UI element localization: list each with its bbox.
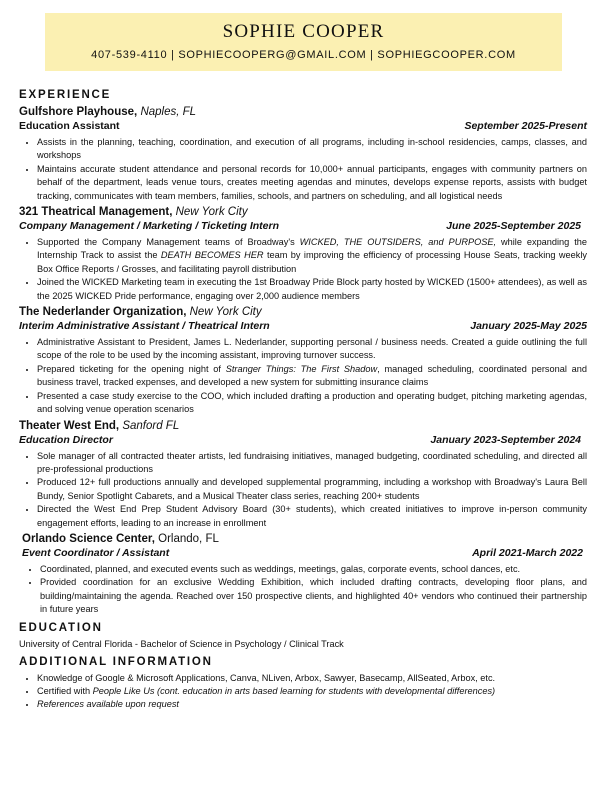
company-location: New York City bbox=[189, 306, 262, 319]
list-item: • Presented a case study exercise to the COO, which included drafting a production and operating budget, pitching marketing agendas, and solving venue operation scenarios bbox=[37, 390, 587, 417]
job-entry bbox=[19, 305, 587, 416]
job-dates: June 2025-September 2025 bbox=[446, 220, 581, 233]
list-item: • Provided coordination for an exclusive Wedding Exhibition, which included drafting contracts, developing floor plans, and building/maintaining the agenda. Reached over 150 prospective clients, and highlighted 40+ vendors who continued their partnership in future years bbox=[40, 576, 587, 616]
job-dates: January 2025-May 2025 bbox=[470, 320, 587, 333]
job-title: Education Assistant bbox=[19, 120, 120, 132]
list-item: • Prepared ticketing for the opening night of Stranger Things: The First Shadow, managed scheduling, coordinated personal and business travel, tracked expenses, and developed a new system for submitting insurance claims bbox=[37, 363, 587, 390]
job-entry bbox=[19, 205, 587, 303]
company-name: The Nederlander Organization, New York City bbox=[19, 306, 262, 319]
education-text: University of Central Florida - Bachelor of Science in Psychology / Clinical Track bbox=[19, 638, 344, 649]
job-dates: January 2023-September 2024 bbox=[430, 433, 581, 446]
company-name: Gulfshore Playhouse, Naples, FL bbox=[19, 106, 197, 118]
education-heading: EDUCATION bbox=[19, 621, 103, 634]
list-item: • Knowledge of Google & Microsoft Applications, Canva, NLiven, Arbox, Sawyer, Basecamp, AllSeated, Arbox, etc. bbox=[37, 672, 587, 685]
job-bullets bbox=[19, 136, 587, 203]
job-dates: September 2025-Present bbox=[464, 120, 587, 132]
job-dates: April 2021-March 2022 bbox=[472, 546, 583, 559]
role-row bbox=[22, 546, 587, 560]
list-item: • Administrative Assistant to President, James L. Nederlander, supporting personal / business needs. Created a guide outlining the full scope of the role to be used by the incoming assistant, improving turnover success. bbox=[37, 336, 587, 363]
job-entry bbox=[19, 419, 587, 530]
job-bullets bbox=[19, 450, 587, 530]
job-title: Event Coordinator / Assistant bbox=[22, 546, 170, 559]
contact-line: 407-539-4110 | SOPHIECOOPERG@GMAIL.COM | SOPHIEGCOOPER.COM bbox=[91, 49, 516, 61]
additional-info-heading: ADDITIONAL INFORMATION bbox=[19, 655, 213, 668]
list-item: • Maintains accurate student attendance and personal records for 10,000+ annual participants, engages with community partners on behalf of the department, leads venue tours, creates meeting agendas and minutes, develops expense reports, assists with budget tracking, communicates with team members, families, schools, and partners on scheduling, and all logistical needs bbox=[37, 163, 587, 203]
resume-header bbox=[45, 13, 562, 71]
resume-body bbox=[19, 84, 587, 714]
list-item: • Supported the Company Management teams of Broadway's WICKED, THE OUTSIDERS, and PURPOSE, while expanding the Internship Track to assist the DEATH BECOMES HER team by improving the efficiency of processing House Seats, tracking weekly Box Office Reports / Grosses, and facilitating payroll distribution bbox=[37, 236, 587, 276]
job-title: Education Director bbox=[19, 433, 113, 446]
job-entry bbox=[22, 532, 587, 617]
list-item: • Certified with People Like Us (cont. education in arts based learning for students with developmental differences) bbox=[37, 685, 587, 698]
role-row bbox=[19, 219, 587, 233]
additional-bullets bbox=[19, 672, 587, 712]
company-name: Orlando Science Center, Orlando, FL bbox=[22, 532, 219, 545]
role-row bbox=[19, 433, 587, 447]
job-title: Company Management / Marketing / Ticketing Intern bbox=[19, 220, 280, 233]
job-bullets bbox=[19, 336, 587, 416]
company-location: Sanford FL bbox=[122, 419, 180, 432]
list-item: • Assists in the planning, teaching, coordination, and execution of all programs, including in-school residencies, camps, classes, and workshops bbox=[37, 136, 587, 163]
list-item: • Produced 12+ full productions annually and developed supplemental programming, including a workshop with Broadway's Laura Bell Bundy, Senior Spotlight Cabarets, and a Musical Theater class series, reaching 200+ students bbox=[37, 476, 587, 503]
company-location: New York City bbox=[175, 206, 248, 219]
role-row bbox=[19, 319, 587, 333]
company-location: Orlando, FL bbox=[158, 532, 219, 545]
list-item: • Joined the WICKED Marketing team in executing the 1st Broadway Pride Block party hosted by WICKED (1500+ attendees), as well as the 2025 WICKED Pride performance, engaging over 2,000 audience members bbox=[37, 276, 587, 303]
company-name: 321 Theatrical Management, New York City bbox=[19, 206, 248, 219]
list-item: • References available upon request bbox=[37, 698, 587, 711]
list-item: • Directed the West End Prep Student Advisory Board (30+ students), which created initiatives to improve in-person community engagement efforts, leading to an increase in enrollment bbox=[37, 503, 587, 530]
job-bullets bbox=[19, 236, 587, 303]
company-location: Naples, FL bbox=[140, 106, 197, 118]
experience-heading: EXPERIENCE bbox=[19, 89, 112, 101]
company-name: Theater West End, Sanford FL bbox=[19, 419, 180, 432]
candidate-name: SOPHIE COOPER bbox=[222, 21, 385, 42]
job-entry bbox=[19, 105, 587, 203]
job-bullets bbox=[22, 563, 587, 617]
list-item: • Coordinated, planned, and executed events such as weddings, meetings, galas, corporate events, school dances, etc. bbox=[40, 563, 587, 576]
job-title: Interim Administrative Assistant / Theatrical Intern bbox=[19, 320, 270, 333]
list-item: • Sole manager of all contracted theater artists, led fundraising initiatives, managed budgeting, coordinated scheduling, and directed all pre-professional productions bbox=[37, 450, 587, 477]
role-row bbox=[19, 119, 587, 133]
